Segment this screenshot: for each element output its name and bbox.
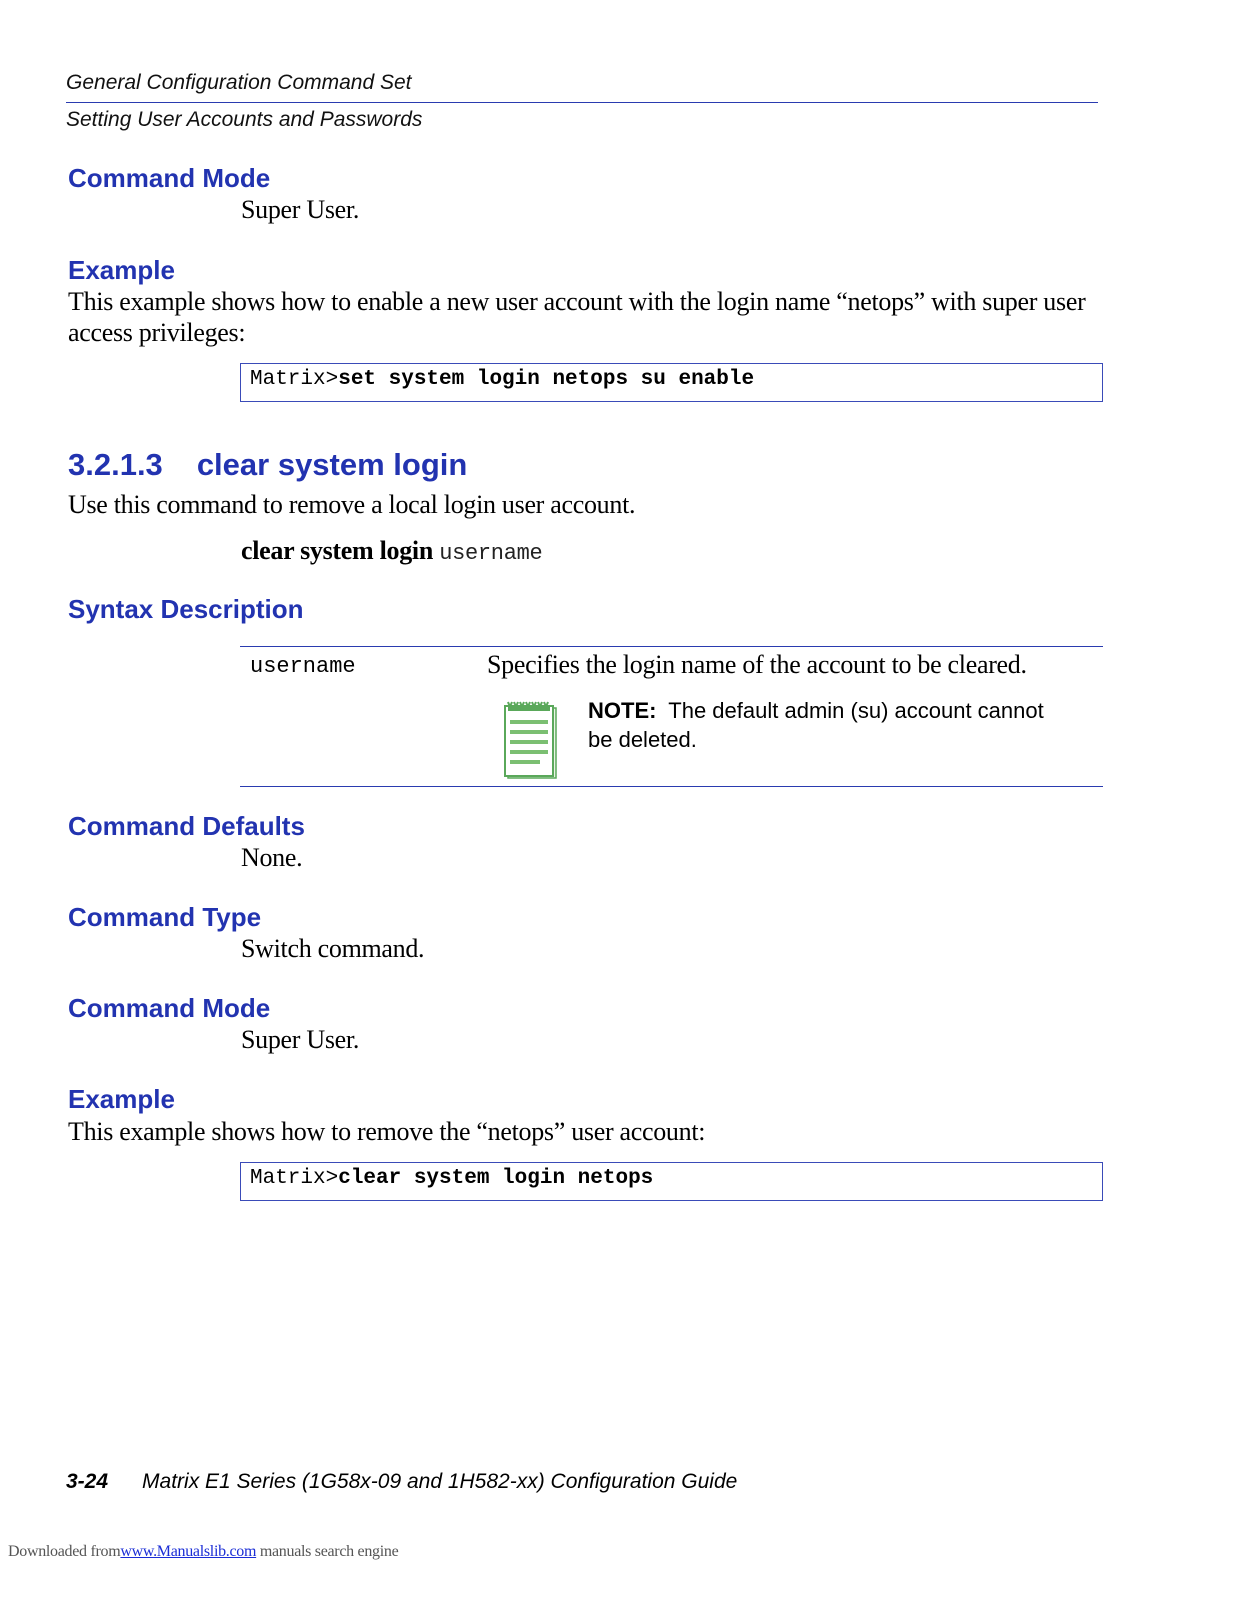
command-mode-text-2: Super User. [241,1025,360,1054]
guide-title: Matrix E1 Series (1G58x-09 and 1H582-xx) Configuration Guide [142,1470,738,1493]
page-number: 3-24 [66,1470,109,1493]
example-text-line2: access privileges: [68,318,246,347]
example-text-line1: This example shows how to enable a new user account with the login name “netops” with super user [68,287,1086,316]
note-line1 [588,696,1044,725]
command-mode-text: Super User. [241,195,360,224]
note-text-line1: The default admin (su) account cannot [668,698,1044,723]
section-number: 3.2.1.3 [68,447,163,482]
command-defaults-heading: Command Defaults [68,811,305,841]
section-title: clear system login [196,447,468,482]
code-prompt: Matrix> [250,368,339,391]
syntax-table-top-rule [240,646,1103,647]
running-header-section: Setting User Accounts and Passwords [66,108,423,131]
example-heading-2: Example [68,1084,175,1114]
command-type-text: Switch command. [241,934,425,963]
download-bar [8,1543,398,1561]
running-header-chapter: General Configuration Command Set [66,71,412,94]
syntax-keyword: clear system login [241,536,433,565]
header-rule [66,102,1098,103]
command-mode-heading: Command Mode [68,163,271,193]
command-type-heading: Command Type [68,902,262,932]
section-intro: Use this command to remove a local login user account. [68,490,636,519]
syntax-param: username [439,541,543,566]
syntax-table-bottom-rule [240,786,1103,787]
command-mode-heading-2: Command Mode [68,993,271,1023]
download-suffix: manuals search engine [256,1543,399,1560]
example-text-2: This example shows how to remove the “netops” user account: [68,1117,706,1146]
param-description: Specifies the login name of the account to be cleared. [487,650,1027,679]
syntax-line [241,535,542,569]
manualslib-link[interactable]: www.Manualslib.com [120,1543,257,1560]
page-footer [66,1470,737,1494]
code-command: set system login netops su enable [338,368,755,391]
code-command-2: clear system login netops [338,1167,654,1190]
code-example-clear-login [240,1162,1103,1201]
command-defaults-text: None. [241,843,303,872]
code-example-set-login [240,363,1103,402]
param-name: username [250,654,356,679]
code-prompt-2: Matrix> [250,1167,339,1190]
note-label: NOTE: [588,698,657,723]
download-prefix: Downloaded from [8,1543,121,1560]
note-text-line2: be deleted. [588,727,697,752]
section-heading [68,447,467,483]
example-heading: Example [68,255,175,285]
syntax-description-heading: Syntax Description [68,594,304,624]
note-icon [502,700,558,780]
